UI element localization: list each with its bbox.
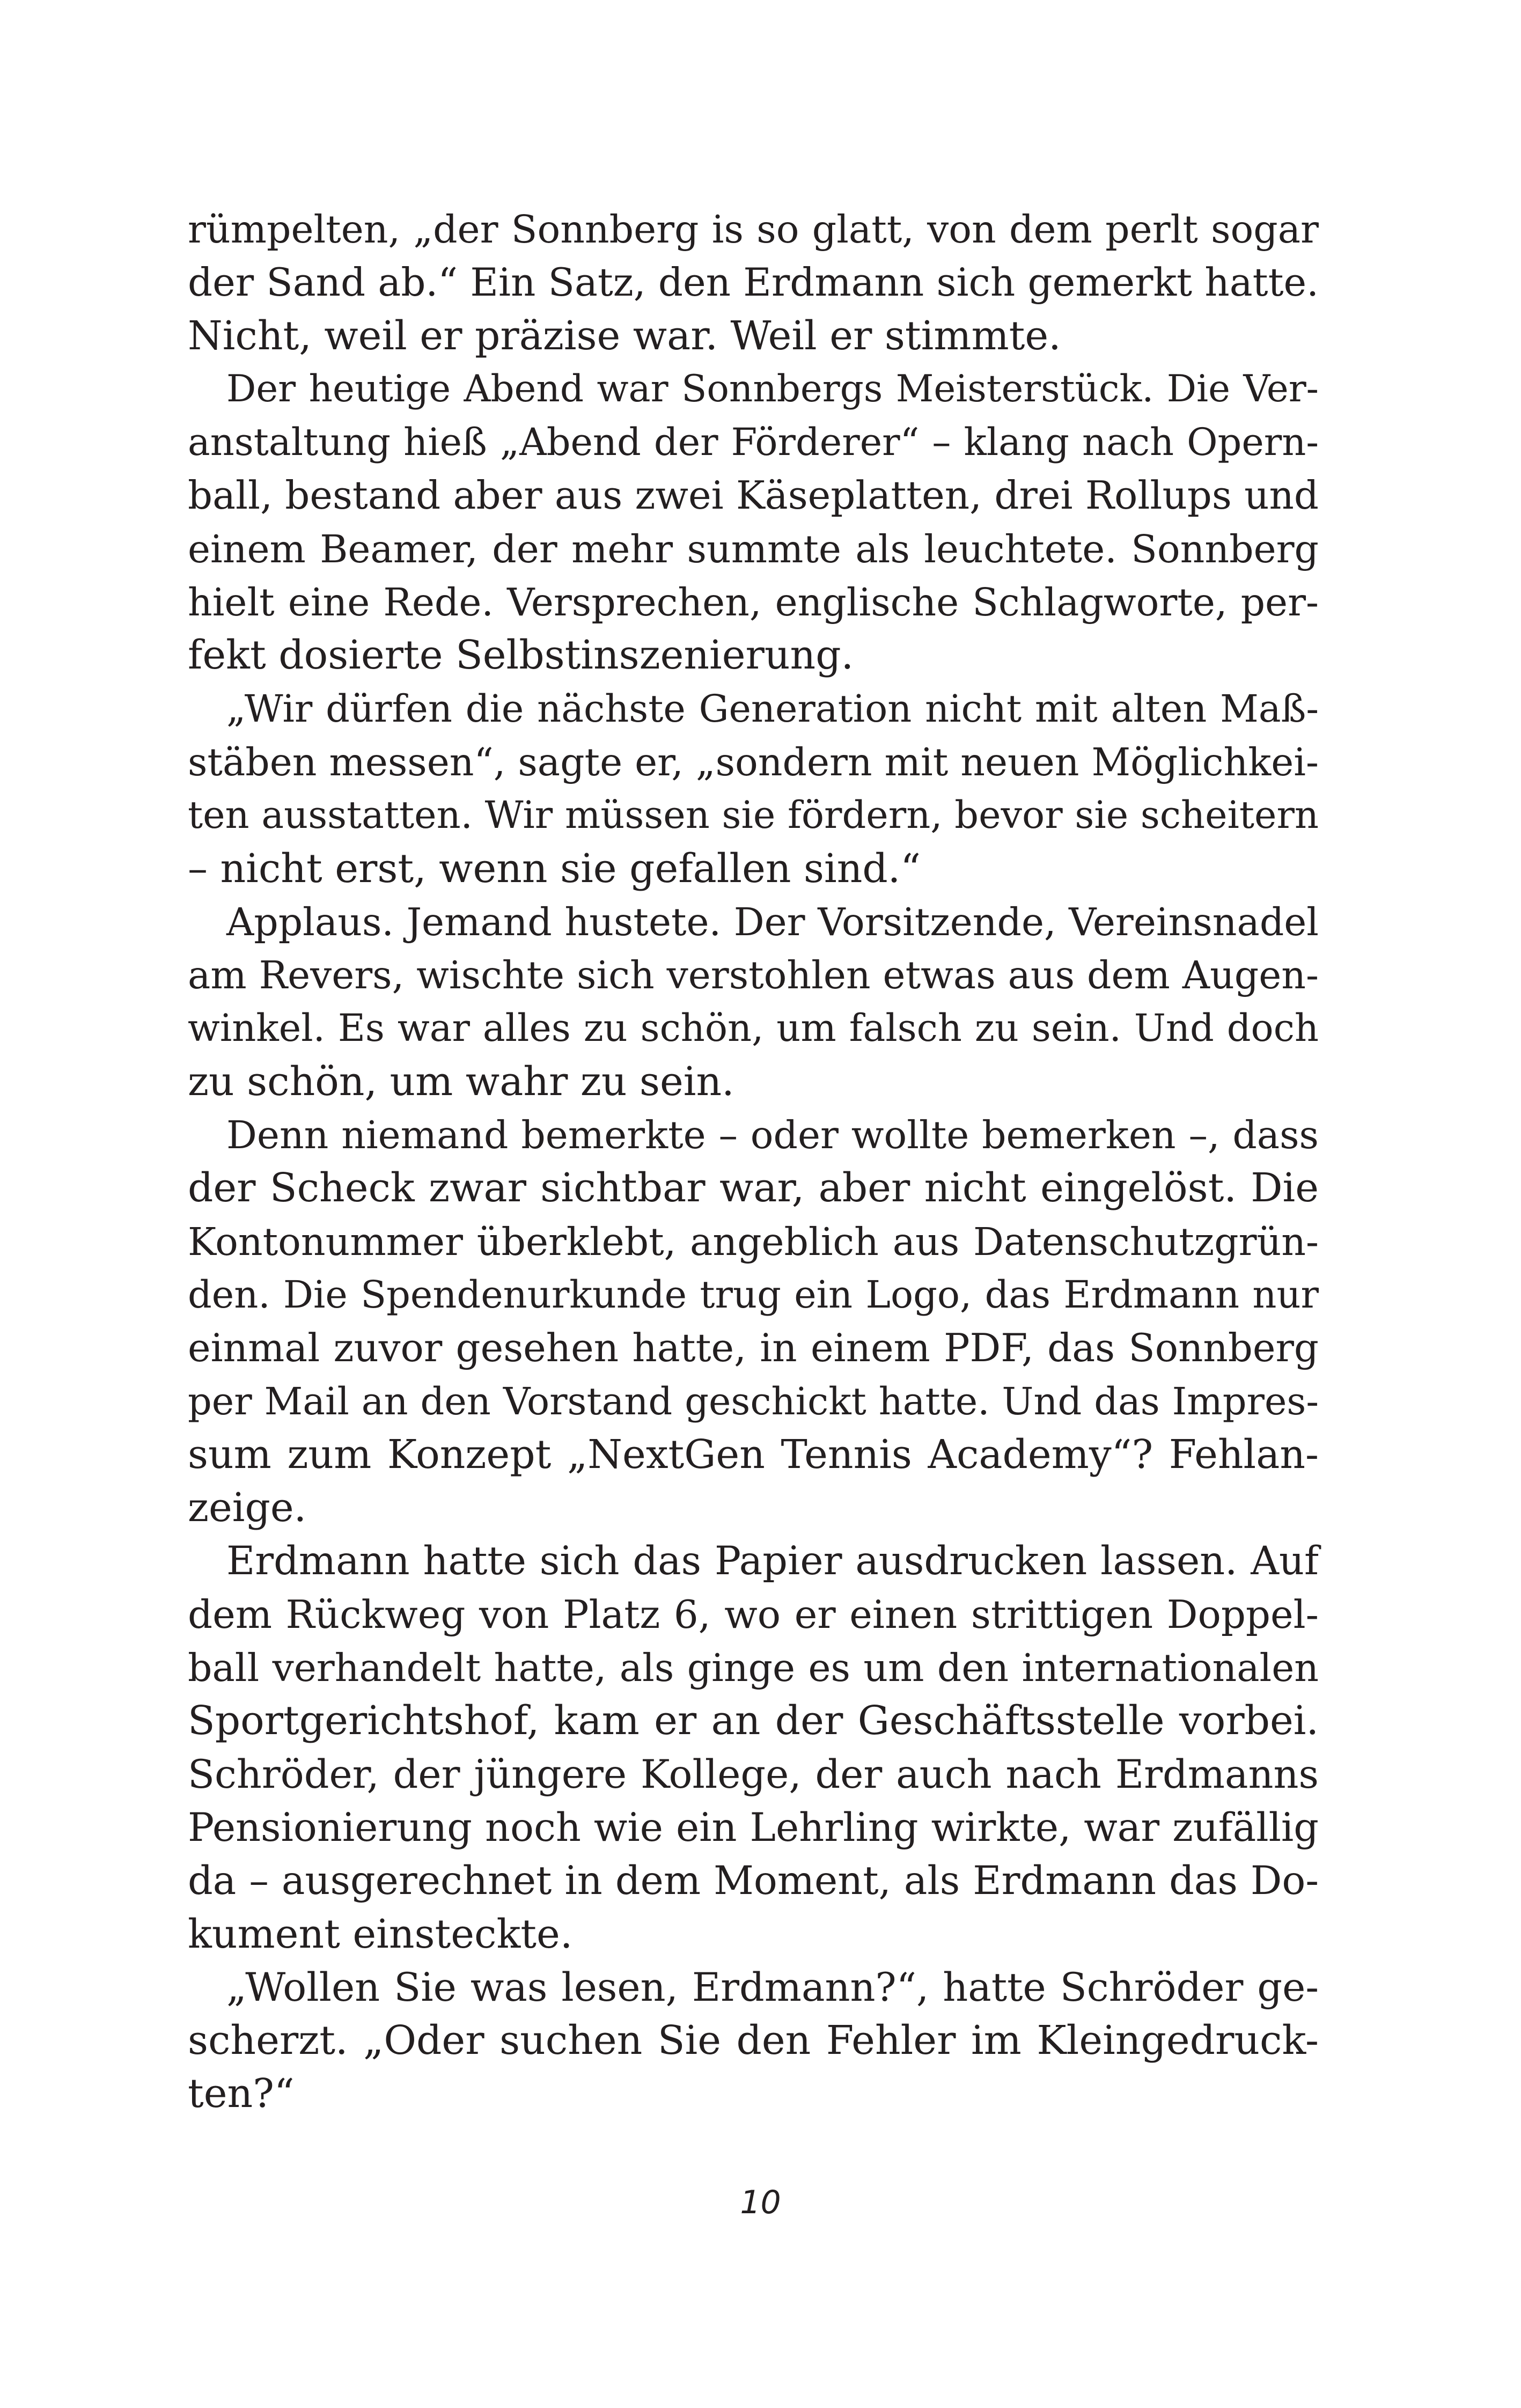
text-line: ten ausstatten. Wir müssen sie fördern, bevor sie scheitern — [188, 793, 1319, 838]
paragraph — [188, 363, 1319, 682]
paragraph — [188, 895, 1319, 1108]
text-line: Schröder, der jüngere Kollege, der auch nach Erdmanns — [188, 1751, 1319, 1797]
paragraph — [188, 1535, 1319, 1961]
text-line: Der heutige Abend war Sonnbergs Meisterstück. Die Ver- — [226, 367, 1319, 410]
text-line: hielt eine Rede. Versprechen, englische Schlagworte, per- — [188, 580, 1319, 625]
text-line: Pensionierung noch wie ein Lehrling wirkte, war zufällig — [188, 1804, 1319, 1851]
text-line: Nicht, weil er präzise war. Weil er stimmte. — [188, 312, 1061, 359]
text-line: rümpelten, „der Sonnberg is so glatt, von dem perlt sogar — [188, 207, 1319, 252]
text-line: da – ausgerechnet in dem Moment, als Erdmann das Do- — [188, 1858, 1319, 1904]
text-line: ten?“ — [188, 2071, 295, 2117]
text-line: am Revers, wischte sich verstohlen etwas aus dem Augen- — [188, 953, 1319, 998]
text-line: stäben messen“, sagte er, „sondern mit neuen Möglichkei- — [188, 739, 1319, 784]
text-line: – nicht erst, wenn sie gefallen sind.“ — [188, 845, 921, 892]
text-line: sum zum Konzept „NextGen Tennis Academy“? Fehlan- — [188, 1431, 1319, 1478]
text-line: per Mail an den Vorstand geschickt hatte. Und das Impres- — [188, 1379, 1319, 1423]
text-line: der Scheck zwar sichtbar war, aber nicht eingelöst. Die — [188, 1165, 1319, 1212]
text-line: Sportgerichtshof, kam er an der Geschäftsstelle vorbei. — [188, 1698, 1319, 1744]
text-line: kument einsteckte. — [188, 1911, 573, 1957]
paragraph — [188, 1961, 1319, 2121]
text-line: Applaus. Jemand hustete. Der Vorsitzende, Vereinsnadel — [226, 899, 1319, 944]
text-line: „Wir dürfen die nächste Generation nicht mit alten Maß- — [226, 686, 1319, 731]
text-line: fekt dosierte Selbstinszenierung. — [188, 632, 854, 679]
text-line: Erdmann hatte sich das Papier ausdrucken lassen. Auf — [226, 1538, 1319, 1584]
text-line: der Sand ab.“ Ein Satz, den Erdmann sich gemerkt hatte. — [188, 260, 1319, 305]
text-line: ball, bestand aber aus zwei Käseplatten, drei Rollups und — [188, 473, 1319, 518]
text-line: einem Beamer, der mehr summte als leuchtete. Sonnberg — [188, 526, 1319, 571]
body-text — [188, 203, 1319, 2121]
text-line: anstaltung hieß „Abend der Förderer“ – klang nach Opern- — [188, 420, 1319, 465]
text-line: ball verhandelt hatte, als ginge es um den internationalen — [188, 1646, 1319, 1691]
text-line: zu schön, um wahr zu sein. — [188, 1058, 734, 1105]
paragraph — [188, 203, 1319, 363]
text-line: Kontonummer überklebt, angeblich aus Datenschutzgrün- — [188, 1219, 1319, 1264]
text-line: einmal zuvor gesehen hatte, in einem PDF, das Sonnberg — [188, 1325, 1319, 1371]
text-line: „Wollen Sie was lesen, Erdmann?“, hatte Schröder ge- — [226, 1964, 1319, 2010]
text-line: scherzt. „Oder suchen Sie den Fehler im Kleingedruck- — [188, 2017, 1319, 2064]
text-line: den. Die Spendenurkunde trug ein Logo, das Erdmann nur — [188, 1272, 1319, 1317]
text-line: dem Rückweg von Platz 6, wo er einen strittigen Doppel- — [188, 1591, 1319, 1637]
text-line: Denn niemand bemerkte – oder wollte bemerken –, dass — [226, 1113, 1319, 1158]
text-line: zeige. — [188, 1485, 307, 1531]
paragraph — [188, 1108, 1319, 1535]
text-line: winkel. Es war alles zu schön, um falsch zu sein. Und doch — [188, 1006, 1319, 1051]
paragraph — [188, 682, 1319, 895]
page-number: 10 — [740, 2184, 781, 2221]
